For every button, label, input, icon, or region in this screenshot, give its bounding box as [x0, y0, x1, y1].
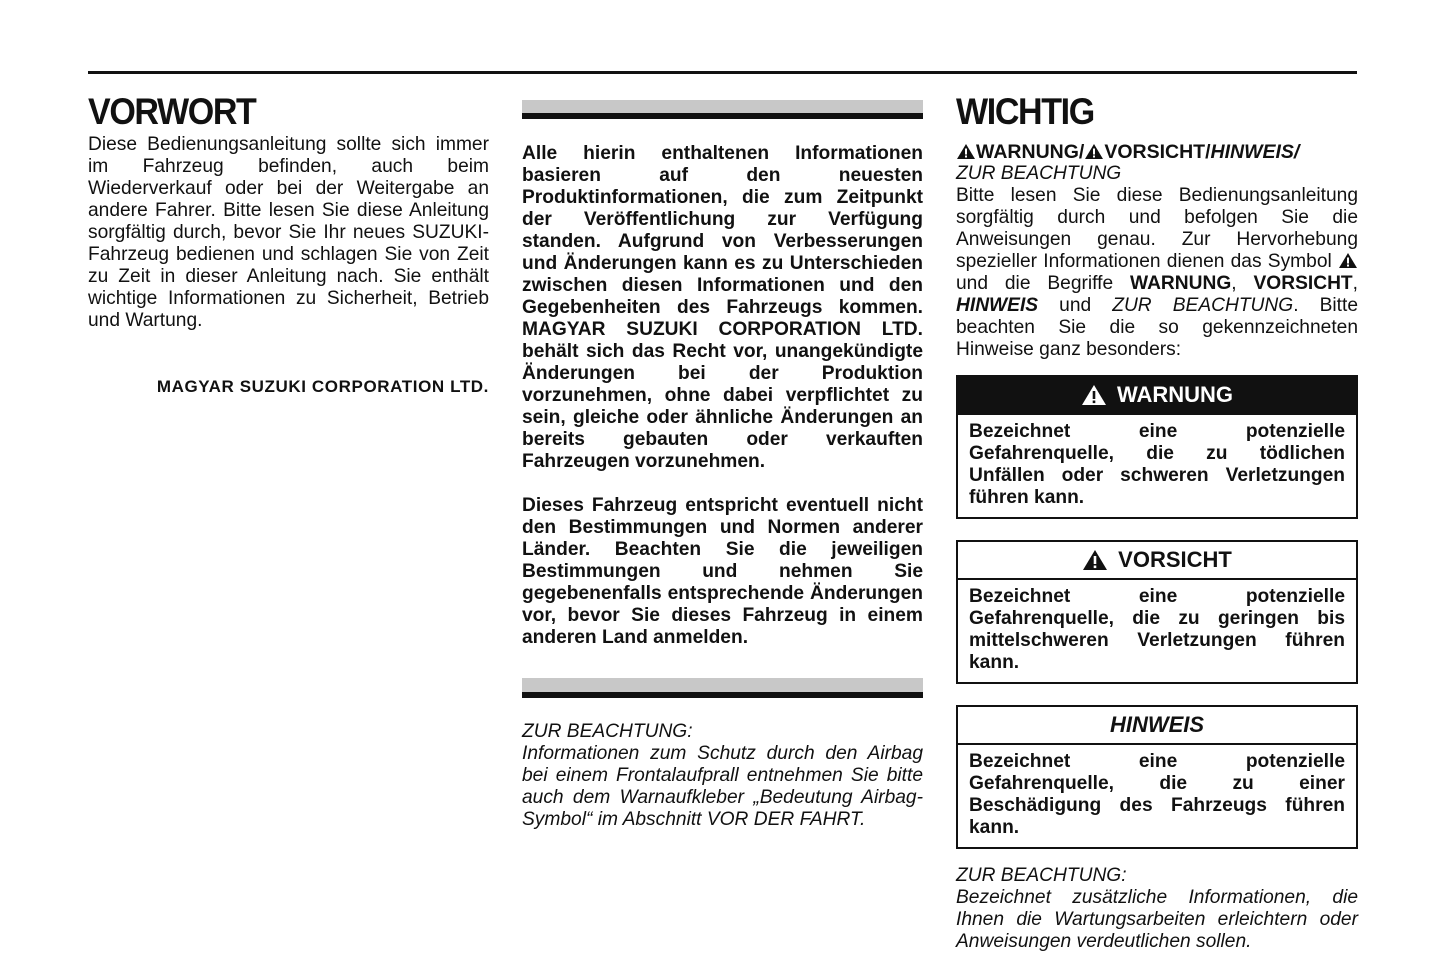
warnung-box-header — [958, 377, 1356, 415]
warnung-box-title: WARNUNG — [1116, 382, 1234, 407]
intro-comma: , — [1231, 273, 1237, 294]
intro-text-c: . Bitte beachten Sie die so gekennzeichneten Hinweise ganz besonders: — [956, 295, 1358, 360]
hinweis-box-title: HINWEIS — [1109, 712, 1205, 737]
intro-text-a: Bitte lesen Sie diese Bedienungsanleitung sorgfältig durch und befolgen Sie die Anweisungen genau. Zur Hervorhebung spezieller Informationen dienen das Symbol — [956, 185, 1358, 272]
section-bar-bottom — [522, 678, 923, 698]
signal-hinweis: HINWEIS/ — [1210, 141, 1300, 163]
signal-zur-beachtung: ZUR BEACHTUNG — [956, 163, 1122, 184]
signal-vorsicht: VORSICHT/ — [1104, 141, 1211, 163]
vorsicht-box-text: Bezeichnet eine potenzielle Gefahrenquelle, die zu geringen bis mittelschweren Verletzungen führen kann. — [969, 586, 1345, 673]
warnung-box — [956, 375, 1358, 519]
intro-zur-beachtung: ZUR BEACHTUNG — [1112, 295, 1294, 316]
signal-words-heading — [956, 141, 1358, 163]
vorwort-title: VORWORT — [88, 91, 256, 132]
intro-hinweis: HINWEIS — [956, 295, 1039, 316]
warning-triangle-icon — [1081, 384, 1107, 406]
wichtig-column — [956, 90, 1358, 953]
vorwort-column — [88, 90, 489, 397]
intro-warnung: WARNUNG — [1130, 273, 1232, 294]
warning-triangle-icon — [956, 143, 976, 160]
hinweis-box-header — [958, 707, 1356, 745]
warning-triangle-icon — [1082, 549, 1108, 571]
wichtig-title: WICHTIG — [956, 91, 1094, 132]
signal-warnung: WARNUNG/ — [976, 141, 1085, 163]
vorsicht-box — [956, 540, 1358, 684]
vorwort-text: Diese Bedienungsanleitung sollte sich immer im Fahrzeug befinden, auch beim Wiederverkauf oder bei der Weitergabe an andere Fahrer. Bitte lesen Sie diese Anleitung sorgfältig durch, bevor Sie Ihr neues SUZUKI-Fahrzeug bedienen und schlagen Sie von Zeit zu Zeit in dieser Anleitung nach. Sie enthält wichtige Informationen zu Sicherheit, Betrieb und Wartung. — [88, 134, 489, 331]
top-rule — [88, 71, 1357, 74]
intro-vorsicht: VORSICHT — [1253, 273, 1353, 294]
note-text: Bezeichnet zusätzliche Informationen, die Ihnen die Wartungsarbeiten erleichtern oder Anweisungen verdeutlichen sollen. — [956, 887, 1358, 952]
warning-triangle-icon — [1338, 252, 1358, 269]
info-paragraph-1: Alle hierin enthaltenen Informationen basieren auf den neuesten Produktinformationen, die zum Zeitpunkt der Veröffentlichung zur Verfügung standen. Aufgrund von Verbesserungen und Änderungen kann es zu Unterschieden zwischen diesen Informationen und den Gegebenheiten des Fahrzeugs kommen. MAGYAR SUZUKI CORPORATION LTD. behält sich das Recht vor, unangekündigte Änderungen bei der Produktion vorzunehmen, ohne dabei verpflichtet zu sein, gleiche oder ähnliche Änderungen an bereits gebauten oder verkauften Fahrzeugen vorzunehmen. — [522, 143, 923, 472]
info-paragraph-2: Dieses Fahrzeug entspricht eventuell nicht den Bestimmungen und Normen anderer Länder. Beachten Sie die jeweiligen Bestimmungen und nehmen Sie gegebenenfalls entsprechende Änderungen vor, bevor Sie dieses Fahrzeug in einem anderen Land anmelden. — [522, 495, 923, 648]
vorsicht-box-title: VORSICHT — [1118, 547, 1232, 572]
warning-triangle-icon — [1084, 143, 1104, 160]
hinweis-box-text: Bezeichnet eine potenzielle Gefahrenquelle, die zu einer Beschädigung des Fahrzeugs führen kann. — [969, 751, 1345, 838]
note-label: ZUR BEACHTUNG: — [522, 721, 693, 742]
intro-comma: , — [1352, 273, 1358, 294]
warnung-box-text: Bezeichnet eine potenzielle Gefahrenquelle, die zu tödlichen Unfällen oder schweren Verletzungen führen kann. — [969, 421, 1345, 508]
info-column — [522, 90, 923, 831]
vorsicht-box-header — [958, 542, 1356, 580]
section-bar-top — [522, 100, 923, 119]
note-label: ZUR BEACHTUNG: — [956, 865, 1127, 886]
company-name: MAGYAR SUZUKI CORPORATION LTD. — [156, 377, 489, 396]
intro-text-b: und die Begriffe — [956, 273, 1114, 294]
note-text: Informationen zum Schutz durch den Airbag bei einem Frontalaufprall entnehmen Sie bitte auch dem Warnaufkleber „Bedeutung Airbag-Symbol“ im Abschnitt VOR DER FAHRT. — [522, 743, 923, 830]
hinweis-box — [956, 705, 1358, 849]
wichtig-intro — [956, 185, 1358, 361]
intro-und: und — [1059, 295, 1092, 316]
